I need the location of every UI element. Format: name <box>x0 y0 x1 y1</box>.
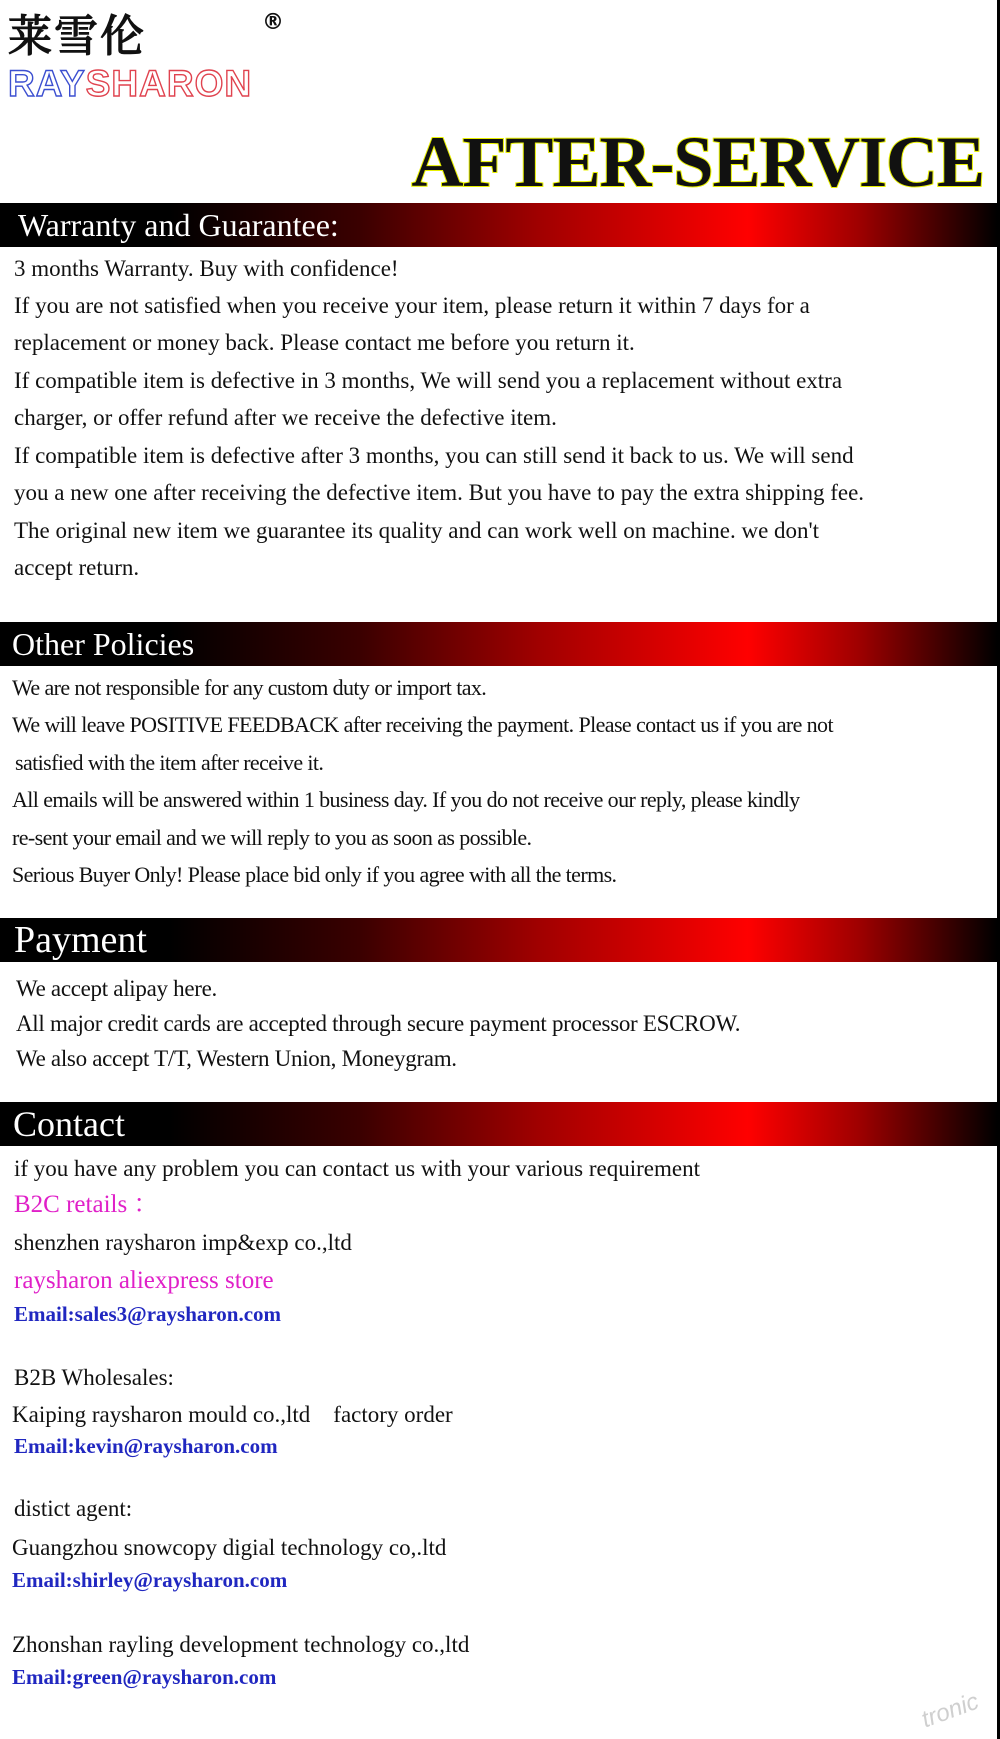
payment-title: Payment <box>14 919 147 961</box>
registered-mark: ® <box>262 10 284 35</box>
b2c-label: B2C retails ： <box>14 1191 159 1218</box>
warranty-line: charger, or offer refund after we receive the defective item. <box>14 405 557 430</box>
contact-header-band <box>0 1102 997 1146</box>
payment-line: We also accept T/T, Western Union, Moneygram. <box>16 1046 457 1071</box>
payment-line: We accept alipay here. <box>16 976 217 1001</box>
warranty-line: you a new one after receiving the defective item. But you have to pay the extra shipping fee. <box>14 480 865 505</box>
logo-wordmark <box>8 64 252 104</box>
b2c-store: raysharon aliexpress store <box>14 1267 274 1294</box>
warranty-title: Warranty and Guarantee: <box>18 207 339 243</box>
logo-chinese-text: 莱雪伦 <box>8 11 146 62</box>
watermark-logo: tronic <box>918 1687 983 1734</box>
policies-line: We will leave POSITIVE FEEDBACK after receiving the payment. Please contact us if you are not <box>12 712 833 737</box>
contact-intro: if you have any problem you can contact us with your various requirement <box>14 1156 700 1181</box>
payment-line: All major credit cards are accepted through secure payment processor ESCROW. <box>16 1011 741 1036</box>
warranty-line: If you are not satisfied when you receive your item, please return it within 7 days for a <box>14 293 810 318</box>
zhongshan-company: Zhonshan rayling development technology co.,ltd <box>12 1632 470 1657</box>
page-title: AFTER-SERVICE <box>411 122 984 202</box>
warranty-line: The original new item we guarantee its quality and can work well on machine. we don't <box>14 518 820 543</box>
warranty-line: If compatible item is defective in 3 months, We will send you a replacement without extra <box>14 368 843 393</box>
b2c-email[interactable]: Email:sales3@raysharon.com <box>14 1302 282 1326</box>
agent-label: distict agent: <box>14 1496 133 1521</box>
policies-line: All emails will be answered within 1 business day. If you do not receive our reply, please kindly <box>12 787 800 812</box>
logo-wordmark-sharon: SHARON <box>85 63 253 104</box>
logo-wordmark-ray: RAY <box>8 63 86 104</box>
agent-company: Guangzhou snowcopy digial technology co,.ltd <box>12 1535 447 1560</box>
policies-line: Serious Buyer Only! Please place bid only if you agree with all the terms. <box>12 862 617 887</box>
policies-line: re-sent your email and we will reply to you as soon as possible. <box>12 825 532 850</box>
b2c-company: shenzhen raysharon imp&exp co.,ltd <box>14 1230 352 1255</box>
warranty-header-band <box>0 203 997 247</box>
warranty-line: If compatible item is defective after 3 months, you can still send it back to us. We will send <box>14 443 854 468</box>
zhongshan-email[interactable]: Email:green@raysharon.com <box>12 1665 277 1689</box>
policies-header-band <box>0 622 997 666</box>
payment-header-band <box>0 918 997 962</box>
contact-title: Contact <box>13 1104 125 1144</box>
warranty-line: 3 months Warranty. Buy with confidence! <box>14 256 399 281</box>
b2b-company: Kaiping raysharon mould co.,ltd factory order <box>12 1402 453 1427</box>
policies-line: satisfied with the item after receive it. <box>15 750 324 775</box>
policies-line: We are not responsible for any custom duty or import tax. <box>12 675 487 700</box>
policies-title: Other Policies <box>12 626 195 662</box>
b2b-email[interactable]: Email:kevin@raysharon.com <box>14 1434 278 1458</box>
agent-email[interactable]: Email:shirley@raysharon.com <box>12 1568 288 1592</box>
b2b-label: B2B Wholesales: <box>14 1365 174 1390</box>
warranty-line: replacement or money back. Please contact me before you return it. <box>14 330 635 355</box>
warranty-line: accept return. <box>14 555 140 580</box>
